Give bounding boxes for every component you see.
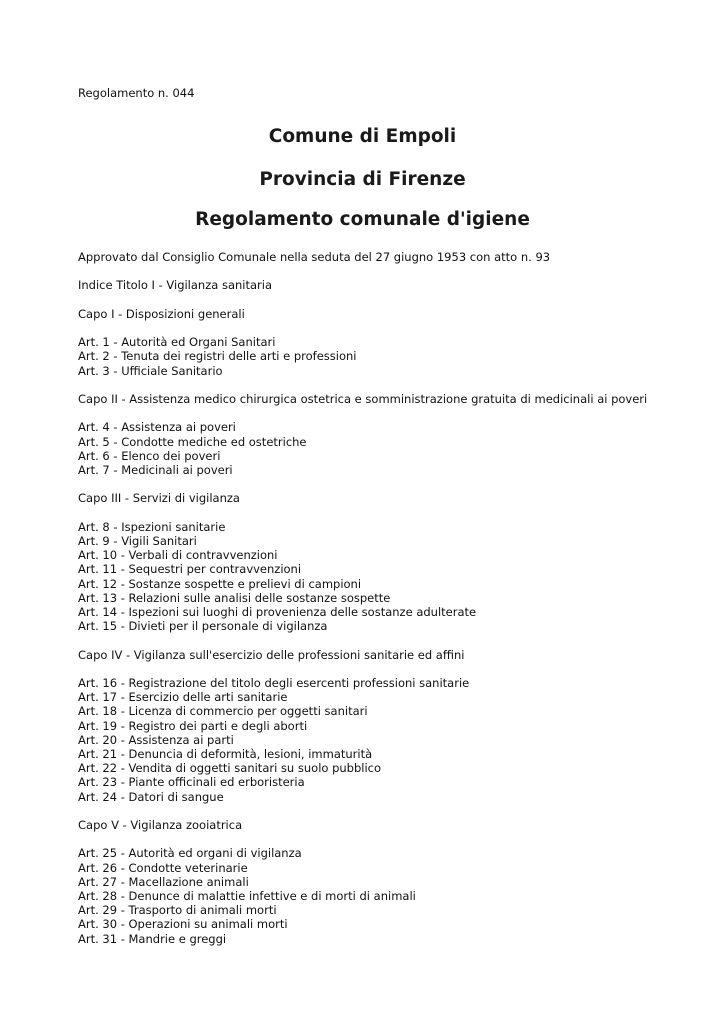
capo-1-heading: Capo I - Disposizioni generali: [78, 306, 245, 321]
title-province: Provincia di Firenze: [259, 169, 466, 190]
approval-note: Approvato dal Consiglio Comunale nella seduta del 27 giugno 1953 con atto n. 93: [78, 250, 551, 264]
article-item: Art. 26 - Condotte veterinarie: [78, 860, 248, 875]
article-item: Art. 20 - Assistenza ai parti: [78, 732, 234, 747]
article-item: Art. 30 - Operazioni su animali morti: [78, 917, 288, 932]
article-item: Art. 2 - Tenuta dei registri delle arti e professioni: [78, 349, 357, 364]
article-item: Art. 6 - Elenco dei poveri: [78, 448, 221, 463]
document-body: [78, 250, 718, 946]
article-item: Art. 1 - Autorità ed Organi Sanitari: [78, 335, 276, 350]
article-item: Art. 7 - Medicinali ai poveri: [78, 462, 233, 477]
article-item: Art. 11 - Sequestri per contravvenzioni: [78, 562, 302, 577]
regulation-reference: Regolamento n. 044: [78, 86, 195, 100]
article-item: Art. 14 - Ispezioni sui luoghi di provenienza delle sostanze adulterate: [78, 604, 477, 619]
article-item: Art. 12 - Sostanze sospette e prelievi di campioni: [78, 576, 362, 591]
article-item: Art. 10 - Verbali di contravvenzioni: [78, 548, 278, 563]
article-item: Art. 13 - Relazioni sulle analisi delle sostanze sospette: [78, 590, 391, 605]
article-item: Art. 5 - Condotte mediche ed ostetriche: [78, 434, 307, 449]
capo-2-heading: Capo II - Assistenza medico chirurgica ostetrica e somministrazione gratuita di medicinali ai poveri: [78, 391, 648, 406]
article-item: Art. 16 - Registrazione del titolo degli esercenti professioni sanitarie: [78, 675, 470, 690]
capo-5-heading: Capo V - Vigilanza zooiatrica: [78, 817, 243, 832]
article-item: Art. 21 - Denuncia di deformità, lesioni, immaturità: [78, 746, 373, 761]
article-item: Art. 29 - Trasporto di animali morti: [78, 903, 277, 918]
article-item: Art. 3 - Ufficiale Sanitario: [78, 363, 223, 378]
article-item: Art. 24 - Datori di sangue: [78, 789, 224, 804]
title-municipality: Comune di Empoli: [268, 126, 457, 147]
article-item: Art. 4 - Assistenza ai poveri: [78, 420, 236, 435]
article-item: Art. 27 - Macellazione animali: [78, 874, 249, 889]
article-item: Art. 28 - Denunce di malattie infettive e di morti di animali: [78, 888, 416, 903]
article-item: Art. 31 - Mandrie e greggi: [78, 931, 227, 946]
article-item: Art. 15 - Divieti per il personale di vigilanza: [78, 619, 328, 634]
article-item: Art. 25 - Autorità ed organi di vigilanza: [78, 846, 302, 861]
capo-3-heading: Capo III - Servizi di vigilanza: [78, 491, 240, 506]
capo-4-heading: Capo IV - Vigilanza sull'esercizio delle professioni sanitarie ed affini: [78, 647, 465, 662]
article-item: Art. 22 - Vendita di oggetti sanitari su suolo pubblico: [78, 761, 382, 776]
article-item: Art. 23 - Piante officinali ed erboristeria: [78, 775, 305, 790]
article-item: Art. 9 - Vigili Sanitari: [78, 533, 197, 548]
article-item: Art. 19 - Registro dei parti e degli aborti: [78, 718, 308, 733]
title-regulation: Regolamento comunale d'igiene: [195, 209, 530, 230]
article-item: Art. 18 - Licenza di commercio per oggetti sanitari: [78, 704, 368, 719]
index-title: Indice Titolo I - Vigilanza sanitaria: [78, 278, 273, 293]
article-item: Art. 17 - Esercizio delle arti sanitarie: [78, 690, 288, 705]
article-item: Art. 8 - Ispezioni sanitarie: [78, 519, 226, 534]
